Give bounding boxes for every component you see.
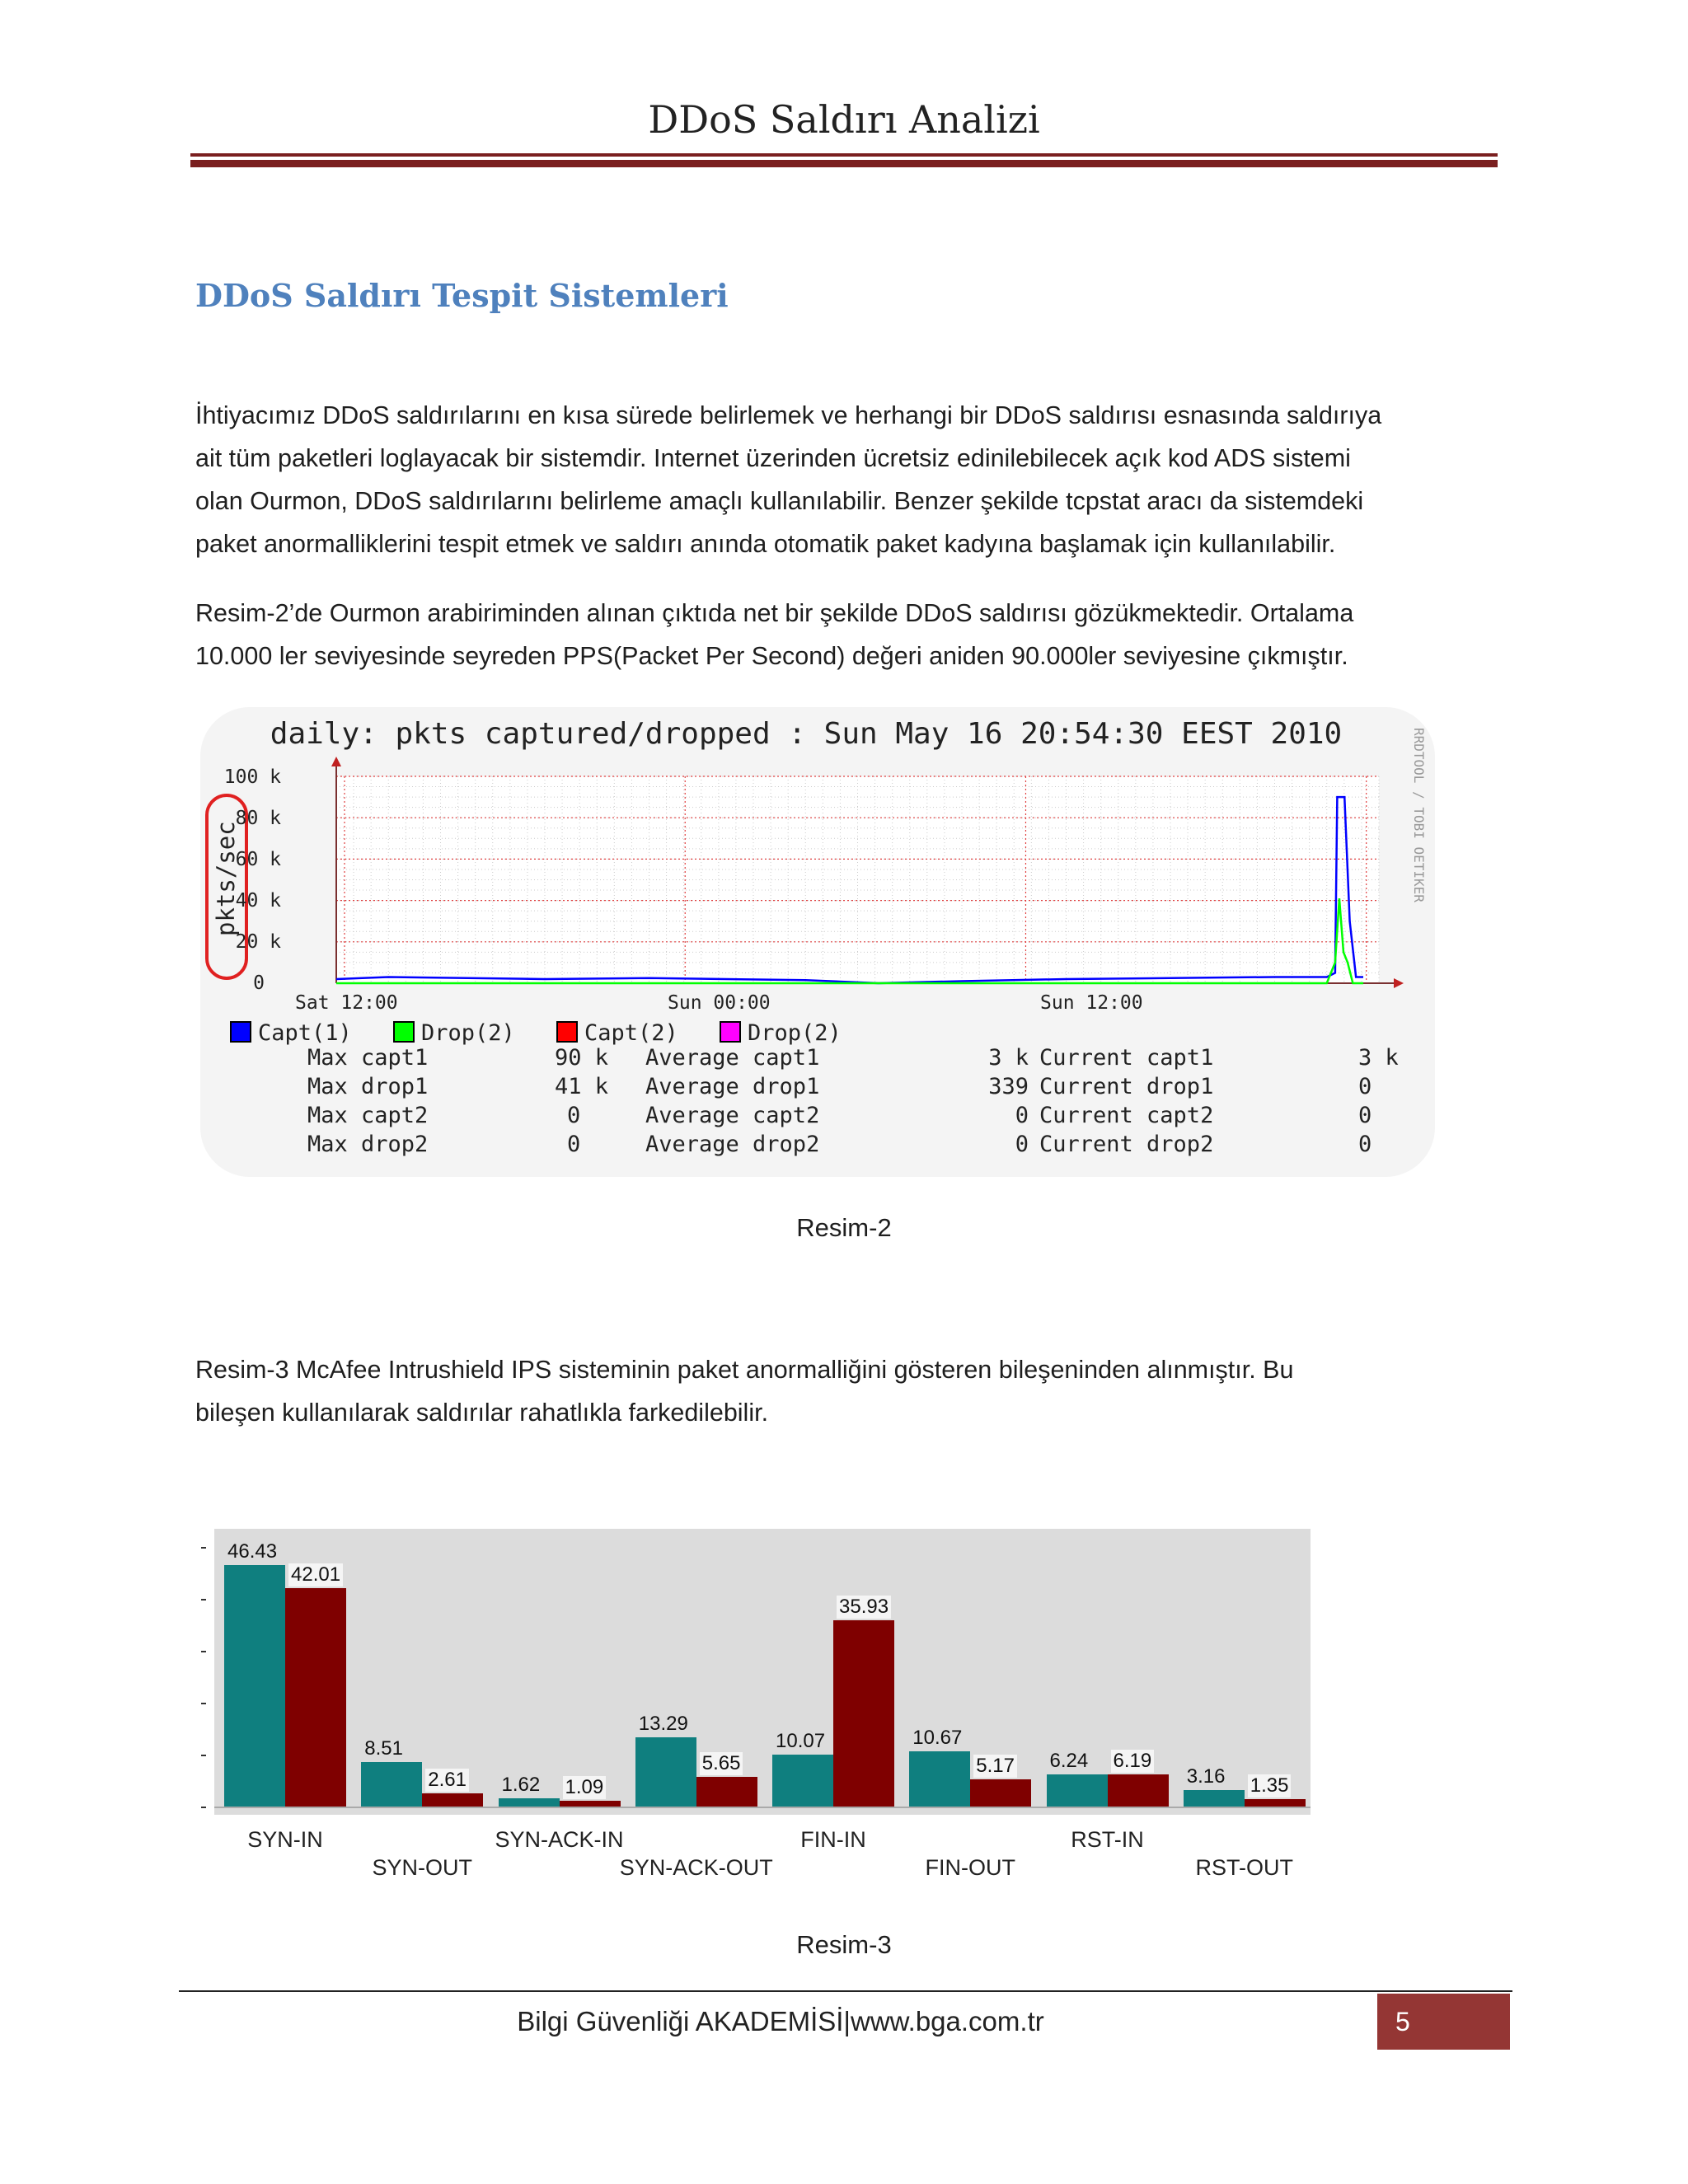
x-tick-label: Sat 12:00 (295, 992, 398, 1014)
bar-value-label: 10.07 (776, 1729, 826, 1752)
stat-value: 0 (567, 1132, 581, 1157)
bar-series1 (361, 1762, 422, 1807)
category-label: SYN-OUT (372, 1855, 472, 1880)
bar-value-label: 8.51 (364, 1737, 403, 1760)
text-line: ait tüm paketleri loglayacak bir sistemdir. Internet üzerinden ücretsiz edinilebilecek açık kod ADS sistemi (195, 444, 1351, 472)
y-tick (201, 1599, 206, 1601)
section-title: DDoS Saldırı Tespit Sistemleri (195, 277, 729, 314)
bar-series2 (970, 1779, 1031, 1807)
legend-swatch (556, 1021, 578, 1043)
category-label: RST-IN (1071, 1827, 1144, 1852)
stat-value: 0 (1358, 1074, 1372, 1099)
stat-value: 90 k (555, 1045, 609, 1071)
paragraph-3 (195, 1348, 1506, 1434)
header-rule-thick (190, 160, 1498, 167)
stat-label: Max drop2 (307, 1132, 429, 1157)
bar-value-label: 1.62 (501, 1773, 541, 1796)
text-line: Resim-3 McAfee Intrushield IPS sisteminin paket anormalliğini gösteren bileşeninden alınmıştır. Bu (195, 1356, 1294, 1384)
legend-item (556, 1020, 678, 1046)
bar-series1 (1184, 1790, 1245, 1807)
legend-swatch (720, 1021, 741, 1043)
y-axis-arrow (331, 757, 341, 766)
bar-series2 (833, 1620, 894, 1807)
bar-series2 (696, 1777, 757, 1807)
stat-label: Current capt1 (1039, 1045, 1214, 1071)
bar-value-label: 5.65 (700, 1752, 743, 1775)
legend-label: Capt(1) (258, 1020, 352, 1046)
stat-value: 0 (1358, 1132, 1372, 1157)
category-label: SYN-ACK-OUT (619, 1855, 773, 1880)
category-label: FIN-IN (800, 1827, 866, 1852)
header-rule-thin (190, 153, 1498, 157)
page-number (1377, 1994, 1510, 2050)
paragraph-2 (195, 592, 1506, 677)
page-number-text: 5 (1395, 2007, 1410, 2036)
footer-rule (179, 1990, 1512, 1992)
figure-caption: Resim-3 (796, 1930, 892, 1959)
stat-label: Average capt2 (645, 1103, 820, 1128)
bar-value-label: 10.67 (912, 1726, 963, 1749)
legend-item (393, 1020, 515, 1046)
stat-value: 0 (1358, 1103, 1372, 1128)
legend-label: Capt(2) (584, 1020, 678, 1046)
legend-label: Drop(2) (748, 1020, 842, 1046)
bar-series1 (1047, 1774, 1108, 1807)
y-tick-label: 0 (253, 972, 265, 994)
bar-series2 (1245, 1799, 1306, 1807)
paragraph-1 (195, 394, 1506, 565)
bar-series1 (772, 1755, 833, 1807)
bar-value-label: 2.61 (425, 1769, 469, 1792)
bar-value-label: 42.01 (288, 1563, 343, 1586)
stat-label: Max capt1 (307, 1045, 429, 1071)
stat-value: 41 k (555, 1074, 609, 1099)
y-tick-label: 80 k (235, 808, 281, 829)
y-tick-label: 60 k (235, 849, 281, 870)
bar-value-label: 1.35 (1248, 1774, 1292, 1797)
bar-value-label: 46.43 (227, 1540, 278, 1563)
legend-item (720, 1020, 842, 1046)
y-tick (201, 1651, 206, 1652)
text-line: bileşen kullanılarak saldırılar rahatlıkla farkedilebilir. (195, 1399, 769, 1427)
rrd-plot (200, 707, 1435, 1012)
stat-label: Average capt1 (645, 1045, 820, 1071)
bar-value-label: 35.93 (837, 1596, 891, 1619)
stat-label: Max drop1 (307, 1074, 429, 1099)
footer-text: Bilgi Güvenliği AKADEMİSİ|www.bga.com.tr (517, 2006, 1044, 2036)
bar-series2 (422, 1793, 483, 1807)
x-tick-label: Sun 12:00 (1040, 992, 1143, 1014)
page-header: DDoS Saldırı Analizi (648, 97, 1040, 142)
x-baseline (214, 1807, 1311, 1808)
bar-value-label: 3.16 (1186, 1765, 1226, 1788)
bar-series1 (224, 1565, 285, 1807)
chart-title: daily: pkts captured/dropped : Sun May 16 20:54:30 EEST 2010 (270, 717, 1343, 751)
y-tick (201, 1703, 206, 1704)
rrdtool-credit: RRDTOOL / TOBI OETIKER (1411, 728, 1427, 902)
stat-label: Average drop2 (645, 1132, 820, 1157)
stat-label: Current capt2 (1039, 1103, 1214, 1128)
figure-bar-chart (190, 1529, 1459, 1908)
legend-swatch (393, 1021, 415, 1043)
y-tick (201, 1547, 206, 1549)
category-label: SYN-ACK-IN (495, 1827, 624, 1852)
bar-series1 (499, 1798, 560, 1807)
y-tick (201, 1755, 206, 1756)
x-tick-label: Sun 00:00 (668, 992, 771, 1014)
text-line: olan Ourmon, DDoS saldırılarını belirleme amaçlı kullanılabilir. Benzer şekilde tcpstat aracı da sistemdeki (195, 487, 1364, 515)
y-axis-label: pkts/sec (212, 821, 240, 936)
bar-value-label: 13.29 (638, 1713, 688, 1736)
bar-plot-area (214, 1529, 1311, 1815)
y-tick-label: 20 k (235, 931, 281, 953)
x-axis-arrow (1394, 978, 1404, 988)
text-line: 10.000 ler seviyesinde seyreden PPS(Packet Per Second) değeri aniden 90.000ler seviyesine çıkmıştır. (195, 642, 1348, 670)
y-tick-label: 100 k (223, 766, 281, 788)
y-tick-label: 40 k (235, 890, 281, 912)
category-label: RST-OUT (1195, 1855, 1293, 1880)
category-label: SYN-IN (247, 1827, 323, 1852)
stat-value: 0 (567, 1103, 581, 1128)
bar-series2 (285, 1588, 346, 1807)
bar-series1 (635, 1737, 696, 1807)
stat-value: 0 (1015, 1103, 1029, 1128)
bar-value-label: 5.17 (973, 1755, 1017, 1778)
legend-item (230, 1020, 352, 1046)
figure-pkts-graph (200, 707, 1435, 1177)
text-line: Resim-2’de Ourmon arabiriminden alınan çıktıda net bir şekilde DDoS saldırısı gözükmektedir. Ortalama (195, 599, 1354, 627)
category-label: FIN-OUT (925, 1855, 1015, 1880)
text-line: paket anormalliklerini tespit etmek ve saldırı anında otomatik paket kadyına başlamak için kullanılabilir. (195, 530, 1336, 558)
bar-value-label: 6.24 (1049, 1749, 1089, 1772)
bar-value-label: 6.19 (1111, 1750, 1155, 1773)
y-tick (201, 1807, 206, 1808)
bar-series1 (909, 1751, 970, 1807)
stat-value: 0 (1015, 1132, 1029, 1157)
stat-label: Average drop1 (645, 1074, 820, 1099)
bar-series2 (560, 1801, 621, 1807)
legend-swatch (230, 1021, 251, 1043)
stat-value: 339 (988, 1074, 1029, 1099)
stat-value: 3 k (1358, 1045, 1399, 1071)
figure-caption: Resim-2 (796, 1213, 892, 1242)
bar-value-label: 1.09 (563, 1776, 607, 1799)
stat-label: Max capt2 (307, 1103, 429, 1128)
text-line: İhtiyacımız DDoS saldırılarını en kısa sürede belirlemek ve herhangi bir DDoS saldırısı esnasında saldırıya (195, 401, 1382, 429)
stat-label: Current drop1 (1039, 1074, 1214, 1099)
stat-label: Current drop2 (1039, 1132, 1214, 1157)
bar-series2 (1108, 1774, 1169, 1807)
legend-label: Drop(2) (421, 1020, 515, 1046)
stat-value: 3 k (988, 1045, 1029, 1071)
